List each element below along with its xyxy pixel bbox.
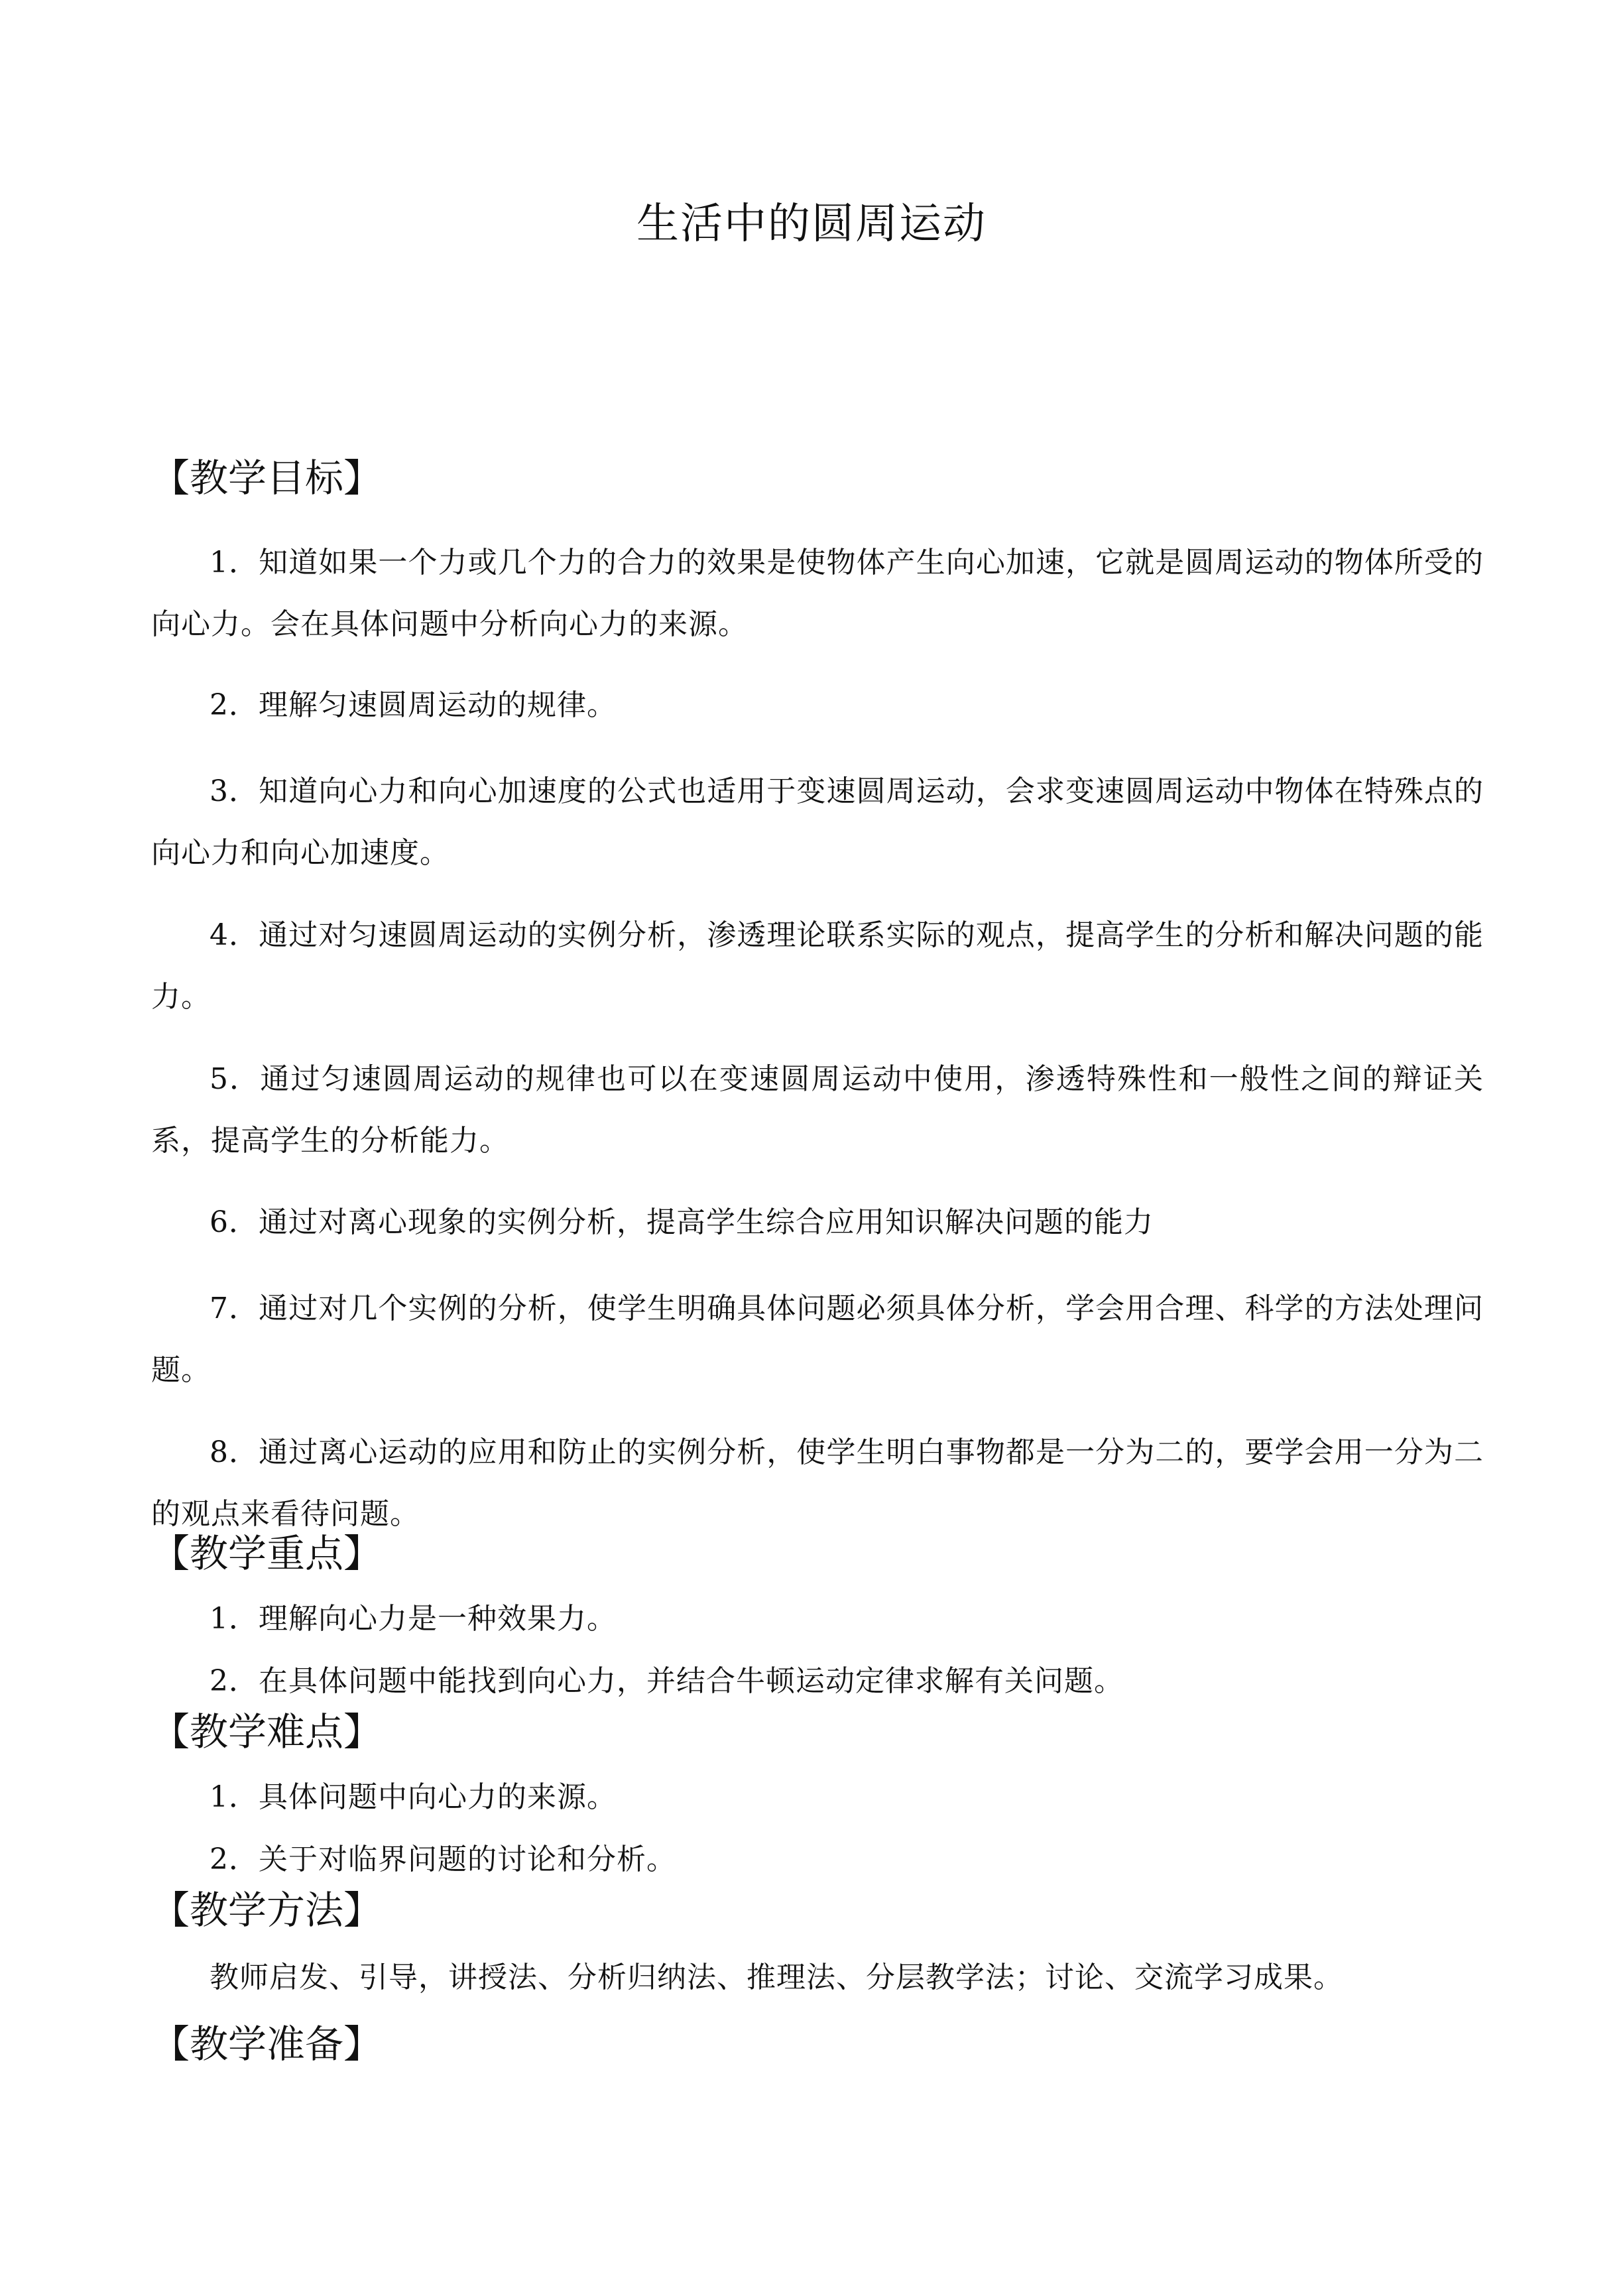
page-title: 生活中的圆周运动: [636, 200, 987, 249]
difficulty-item: 2．关于对临界问题的讨论和分析。: [210, 1843, 676, 1876]
objective-item: 7．通过对几个实例的分析，使学生明确具体问题必须具体分析，学会用合理、科学的方法处理问题。: [151, 1292, 1484, 1387]
section-heading-difficulties: 【教学难点】: [151, 1709, 383, 1754]
objective-item: 4．通过对匀速圆周运动的实例分析，渗透理论联系实际的观点，提高学生的分析和解决问题的能力。: [151, 918, 1484, 1014]
section-heading-objectives: 【教学目标】: [151, 455, 383, 501]
difficulty-item: 1．具体问题中向心力的来源。: [210, 1780, 617, 1814]
objective-item: 3．知道向心力和向心加速度的公式也适用于变速圆周运动，会求变速圆周运动中物体在特殊点的向心力和向心加速度。: [151, 774, 1484, 870]
objective-item: 1．知道如果一个力或几个力的合力的效果是使物体产生向心加速，它就是圆周运动的物体所受的向心力。会在具体问题中分析向心力的来源。: [151, 546, 1484, 641]
objective-item: 6．通过对离心现象的实例分析，提高学生综合应用知识解决问题的能力: [210, 1205, 1154, 1239]
objective-item: 8．通过离心运动的应用和防止的实例分析，使学生明白事物都是一分为二的，要学会用一分为二的观点来看待问题。: [151, 1435, 1484, 1531]
objective-item: 2．理解匀速圆周运动的规律。: [210, 688, 617, 722]
section-heading-preparation: 【教学准备】: [151, 2022, 383, 2067]
section-heading-methods: 【教学方法】: [151, 1888, 383, 1933]
methods-text: 教师启发、引导，讲授法、分析归纳法、推理法、分层教学法；讨论、交流学习成果。: [210, 1961, 1343, 1994]
key-point-item: 2．在具体问题中能找到向心力，并结合牛顿运动定律求解有关问题。: [210, 1664, 1124, 1698]
objective-item: 5．通过匀速圆周运动的规律也可以在变速圆周运动中使用，渗透特殊性和一般性之间的辩证关系，提高学生的分析能力。: [151, 1062, 1484, 1158]
key-point-item: 1．理解向心力是一种效果力。: [210, 1602, 617, 1636]
section-heading-key-points: 【教学重点】: [151, 1531, 383, 1576]
